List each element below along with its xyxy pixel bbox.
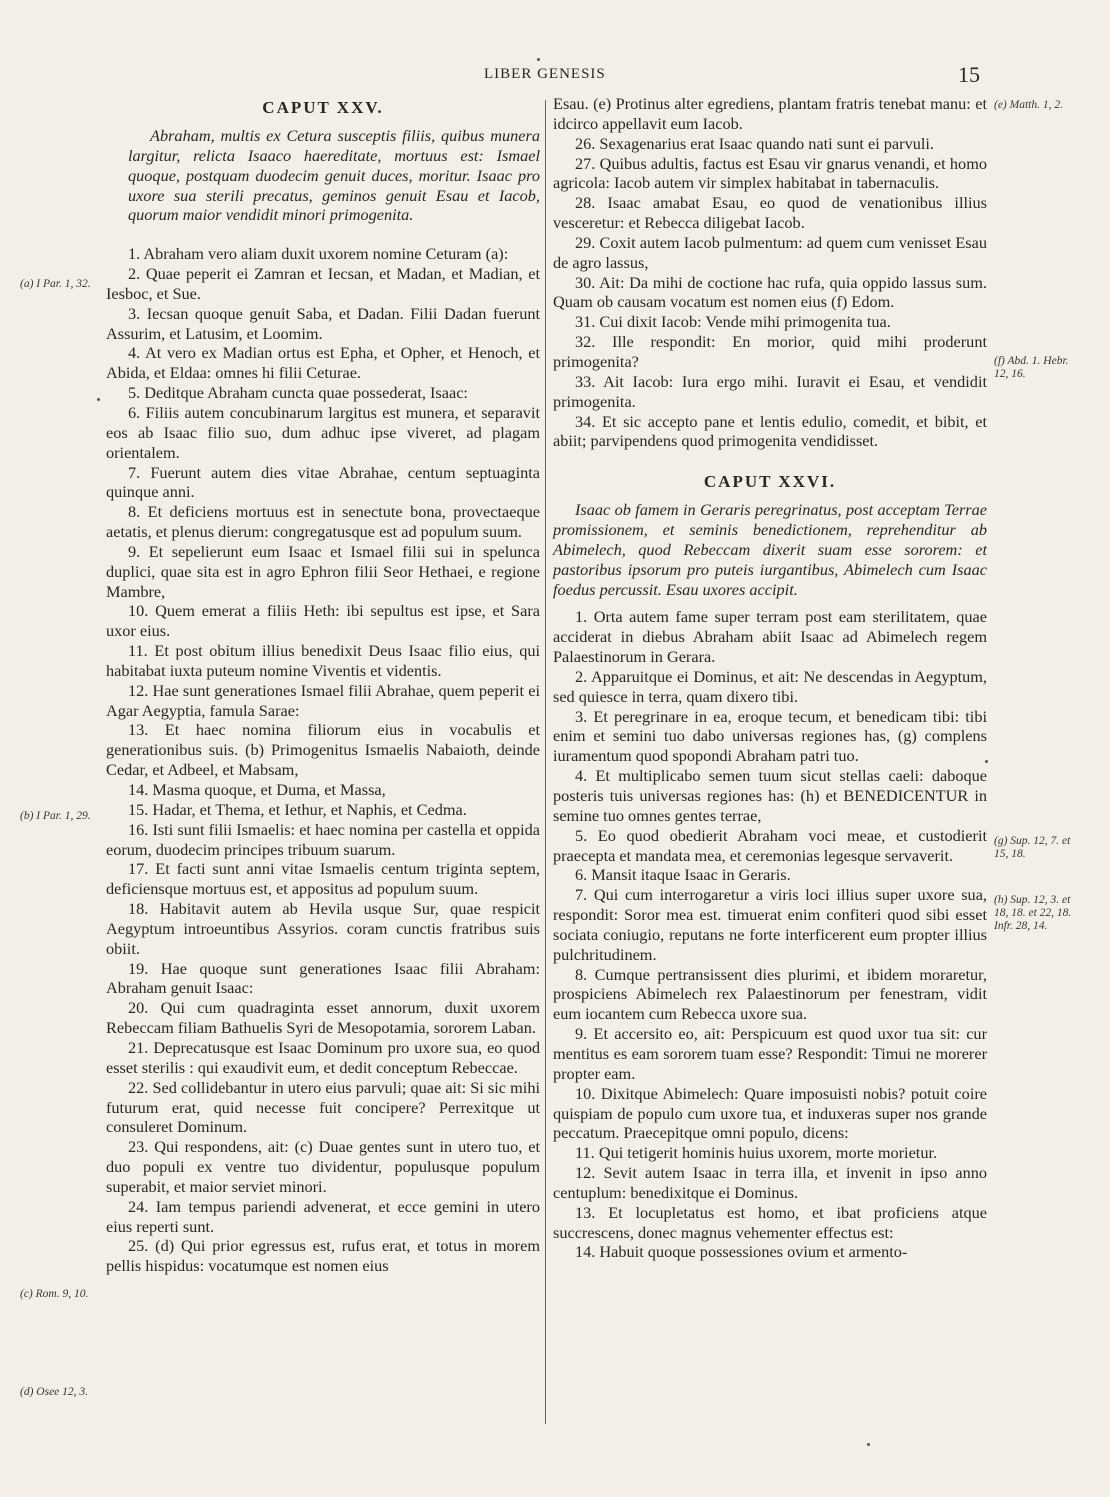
marginal-note-c: (c) Rom. 9, 10. (20, 1288, 89, 1300)
right-column (553, 94, 987, 1262)
verse: 11. Et post obitum illius benedixit Deus Isaac filio eius, qui habitabat iuxta puteum nomine Viventis et videntis. (106, 641, 540, 680)
chapter-summary: Isaac ob famem in Geraris peregrinatus, post acceptam Terrae promissionem, et seminis benedictionem, reprehenditur ab Abimelech, quod Rebeccam dixerit suam esse sororem: et pastoribus ipsorum pro puteis iurgantibus, Abimelech cum Isaac foedus percussit. Esau uxores accipit. (553, 500, 987, 599)
verse: 25. (d) Qui prior egressus est, rufus erat, et totus in morem pellis hispidus: vocatumque est nomen eius (106, 1236, 540, 1276)
verse: 7. Fuerunt autem dies vitae Abrahae, centum septuaginta quinque anni. (106, 462, 540, 502)
verse: 4. At vero ex Madian ortus est Epha, et Opher, et Henoch, et Abida, et Eldaa: omnes hi filii Ceturae. (106, 343, 540, 383)
verse: 28. Isaac amabat Esau, eo quod de venationibus illius vesceretur: et Rebecca diligebat Iacob. (553, 193, 987, 233)
verse: 10. Dixitque Abimelech: Quare imposuisti nobis? potuit coire quispiam de populo cum uxore tua, et induxeras super nos grande peccatum. Praecepitque omni populo, dicens: (553, 1083, 987, 1143)
verse: 9. Et accersito eo, ait: Perspicuum est quod uxor tua sit: cur mentitus es eam sororem tuam esse? Respondit: Timui ne morerer propter eam. (553, 1024, 987, 1083)
chapter-heading: CAPUT XXV. (262, 98, 384, 117)
verse: 34. Et sic accepto pane et lentis edulio, comedit, et bibit, et abiit; parvipendens quod primogenita vendidisset. (553, 411, 987, 451)
verse: 23. Qui respondens, ait: (c) Duae gentes sunt in utero tuo, et duo populi ex ventre tuo dividentur, populusque populum superabit, et maior serviet minori. (106, 1137, 540, 1196)
verse: 15. Hadar, et Thema, et Iethur, et Naphis, et Cedma. (128, 799, 467, 819)
verse: 4. Et multiplicabo semen tuum sicut stellas caeli: daboque posteris tuis universas regiones has: (h) et BENEDICENTUR in semine tuo omnes gentes terrae, (553, 766, 987, 825)
verse: 3. Et peregrinare in ea, eroque tecum, et benedicam tibi: tibi enim et semini tuo dabo universas regiones has, (g) complens iuramentum quod spopondi Abraham patri tuo. (553, 706, 987, 766)
verse: 24. Iam tempus pariendi advenerat, et ecce gemini in utero eius reperti sunt. (106, 1196, 540, 1236)
marginal-note-h: (h) Sup. 12, 3. et 18, 18. et 22, 18. Infr. 28, 14. (994, 894, 1072, 932)
verse: 22. Sed collidebantur in utero eius parvuli; quae ait: Si sic mihi futurum erat, quid necesse fuit concipere? Perrexitque ut consuleret Dominum. (106, 1077, 540, 1137)
verse: 12. Hae sunt generationes Ismael filii Abrahae, quem peperit ei Agar Aegyptia, famula Sarae: (106, 680, 540, 720)
verse: 16. Isti sunt filii Ismaelis: et haec nomina per castella et oppida eorum, duodecim principes tribuum suarum. (106, 819, 540, 859)
verse: 7. Qui cum interrogaretur a viris loci illius super uxore sua, respondit: Soror mea est. timuerat enim confiteri quod sibi esset sociata coniugio, reputans ne forte interficerent eum propter illius pulchritudinem. (553, 885, 987, 964)
verse: 9. Et sepelierunt eum Isaac et Ismael filii sui in spelunca duplici, quae sita est in agro Ephron filii Seor Hethaei, e regione Mambre, (106, 541, 540, 601)
verse: 2. Apparuitque ei Dominus, et ait: Ne descendas in Aegyptum, sed quiesce in terra, quam dixero tibi. (553, 666, 987, 706)
verse: 19. Hae quoque sunt generationes Isaac filii Abraham: Abraham genuit Isaac: (106, 958, 540, 998)
verse: 1. Abraham vero aliam duxit uxorem nomine Ceturam (a): (128, 244, 509, 264)
print-speck (867, 1443, 870, 1446)
verse-list (553, 607, 987, 1262)
verse: 8. Cumque pertransissent dies plurimi, et ibidem moraretur, prospiciens Abimelech rex Palaestinorum per fenestram, vidit eum iocantem cum Rebecca uxore sua. (553, 964, 987, 1024)
marginal-note-b: (b) I Par. 1, 29. (20, 810, 91, 822)
marginal-note-e: (e) Matth. 1, 2. (994, 99, 1063, 111)
verse: 33. Ait Iacob: Iura ergo mihi. Iuravit ei Esau, et vendidit primogenita. (553, 371, 987, 411)
marginal-note-a: (a) I Par. 1, 32. (20, 278, 91, 290)
verse: 5. Eo quod obedierit Abraham voci meae, et custodierit praecepta et mandata mea, et ceremonias legesque servaverit. (553, 825, 987, 865)
running-header (0, 62, 1110, 86)
marginal-note-d: (d) Osee 12, 3. (20, 1386, 89, 1398)
print-speck (97, 398, 100, 401)
verse: 8. Et deficiens mortuus est in senectute bona, provectaeque aetatis, et plenus dierum: congregatusque est ad populum suum. (106, 502, 540, 542)
book-title: LIBER GENESIS (484, 66, 606, 82)
verse: 17. Et facti sunt anni vitae Ismaelis centum triginta septem, deficiensque mortuus est, et appositus ad populum suum. (106, 859, 540, 899)
verse: 21. Deprecatusque est Isaac Dominum pro uxore sua, eo quod esset sterilis : qui exaudivit eum, et dedit conceptum Rebeccae. (106, 1037, 540, 1077)
verse: 13. Et haec nomina filiorum eius in vocabulis et generationibus suis. (b) Primogenitus Ismaelis Nabaioth, deinde Cedar, et Adbeel, et Mabsam, (106, 720, 540, 780)
verse: 18. Habitavit autem ab Hevila usque Sur, quae respicit Aegyptum introeuntibus Assyrios. coram cunctis fratribus suis obiit. (106, 899, 540, 958)
verse: 3. Iecsan quoque genuit Saba, et Dadan. Filii Dadan fuerunt Assurim, et Latusim, et Loomim. (106, 303, 540, 343)
verse: 13. Et locupletatus est homo, et ibat proficiens atque succrescens, donec magnus vehementer effectus est: (553, 1202, 987, 1242)
column-divider (545, 100, 546, 1424)
print-speck (537, 58, 540, 61)
verse: 29. Coxit autem Iacob pulmentum: ad quem cum venisset Esau de agro lassus, (553, 232, 987, 272)
chapter-heading: CAPUT XXVI. (703, 472, 837, 492)
verse: 14. Masma quoque, et Duma, et Massa, (128, 780, 386, 799)
verse: 6. Mansit itaque Isaac in Geraris. (575, 865, 791, 885)
verse: 1. Orta autem fame super terram post eam sterilitatem, quae acciderat in diebus Abraham abiit Isaac ad Abimelech regem Palaestinorum in Gerara. (553, 607, 987, 667)
marginal-note-f: (f) Abd. 1. Hebr. 12, 16. (994, 355, 1069, 380)
verse: 11. Qui tetigerit hominis huius uxorem, morte morietur. (575, 1143, 938, 1163)
left-column (106, 94, 540, 1276)
chapter-summary: Abraham, multis ex Cetura susceptis filiis, quibus munera largitur, relicta Isaaco haereditate, mortuus est: Ismael quoque, postquam duodecim genuit duces, moritur. Isaac pro uxore sua sterili precatus, geminos genuit Esau et Iacob, quorum maior vendidit minori primogenita. (128, 126, 540, 225)
verse: 12. Sevit autem Isaac in terra illa, et invenit in ipso anno centuplum: benedixitque ei Dominus. (553, 1163, 987, 1202)
verse: 14. Habuit quoque possessiones ovium et armento- (575, 1242, 908, 1262)
verse: 26. Sexagenarius erat Isaac quando nati sunt ei parvuli. (575, 133, 934, 153)
verse: 32. Ille respondit: En morior, quid mihi proderunt primogenita? (553, 332, 987, 371)
verse-list (106, 244, 540, 1276)
verse: 2. Quae peperit ei Zamran et Iecsan, et Madan, et Madian, et Iesboc, et Sue. (106, 264, 540, 303)
verse: Esau. (e) Protinus alter egrediens, plantam fratris tenebat manu: et idcirco appellavit eum Iacob. (553, 94, 987, 133)
verse: 10. Quem emerat a filiis Heth: ibi sepultus est ipse, et Sara uxor eius. (106, 601, 540, 641)
marginal-note-g: (g) Sup. 12, 7. et 15, 18. (994, 835, 1071, 860)
verse: 6. Filiis autem concubinarum largitus est munera, et separavit eos ab Isaac filio suo, dum adhuc ipse viveret, ad plagam orientalem. (106, 402, 540, 462)
verse: 20. Qui cum quadraginta esset annorum, duxit uxorem Rebeccam filiam Bathuelis Syri de Mesopotamia, sororem Laban. (106, 998, 540, 1038)
verse: 30. Ait: Da mihi de coctione hac rufa, quia oppido lassus sum. Quam ob causam vocatum est nomen eius (f) Edom. (553, 272, 987, 312)
continuation-verses (553, 94, 987, 451)
page-number: 15 (958, 62, 980, 87)
verse: 5. Deditque Abraham cuncta quae possederat, Isaac: (128, 383, 468, 403)
verse: 31. Cui dixit Iacob: Vende mihi primogenita tua. (575, 312, 891, 332)
verse: 27. Quibus adultis, factus est Esau vir gnarus venandi, et homo agricola: Iacob autem vir simplex habitabat in tabernaculis. (553, 153, 987, 193)
